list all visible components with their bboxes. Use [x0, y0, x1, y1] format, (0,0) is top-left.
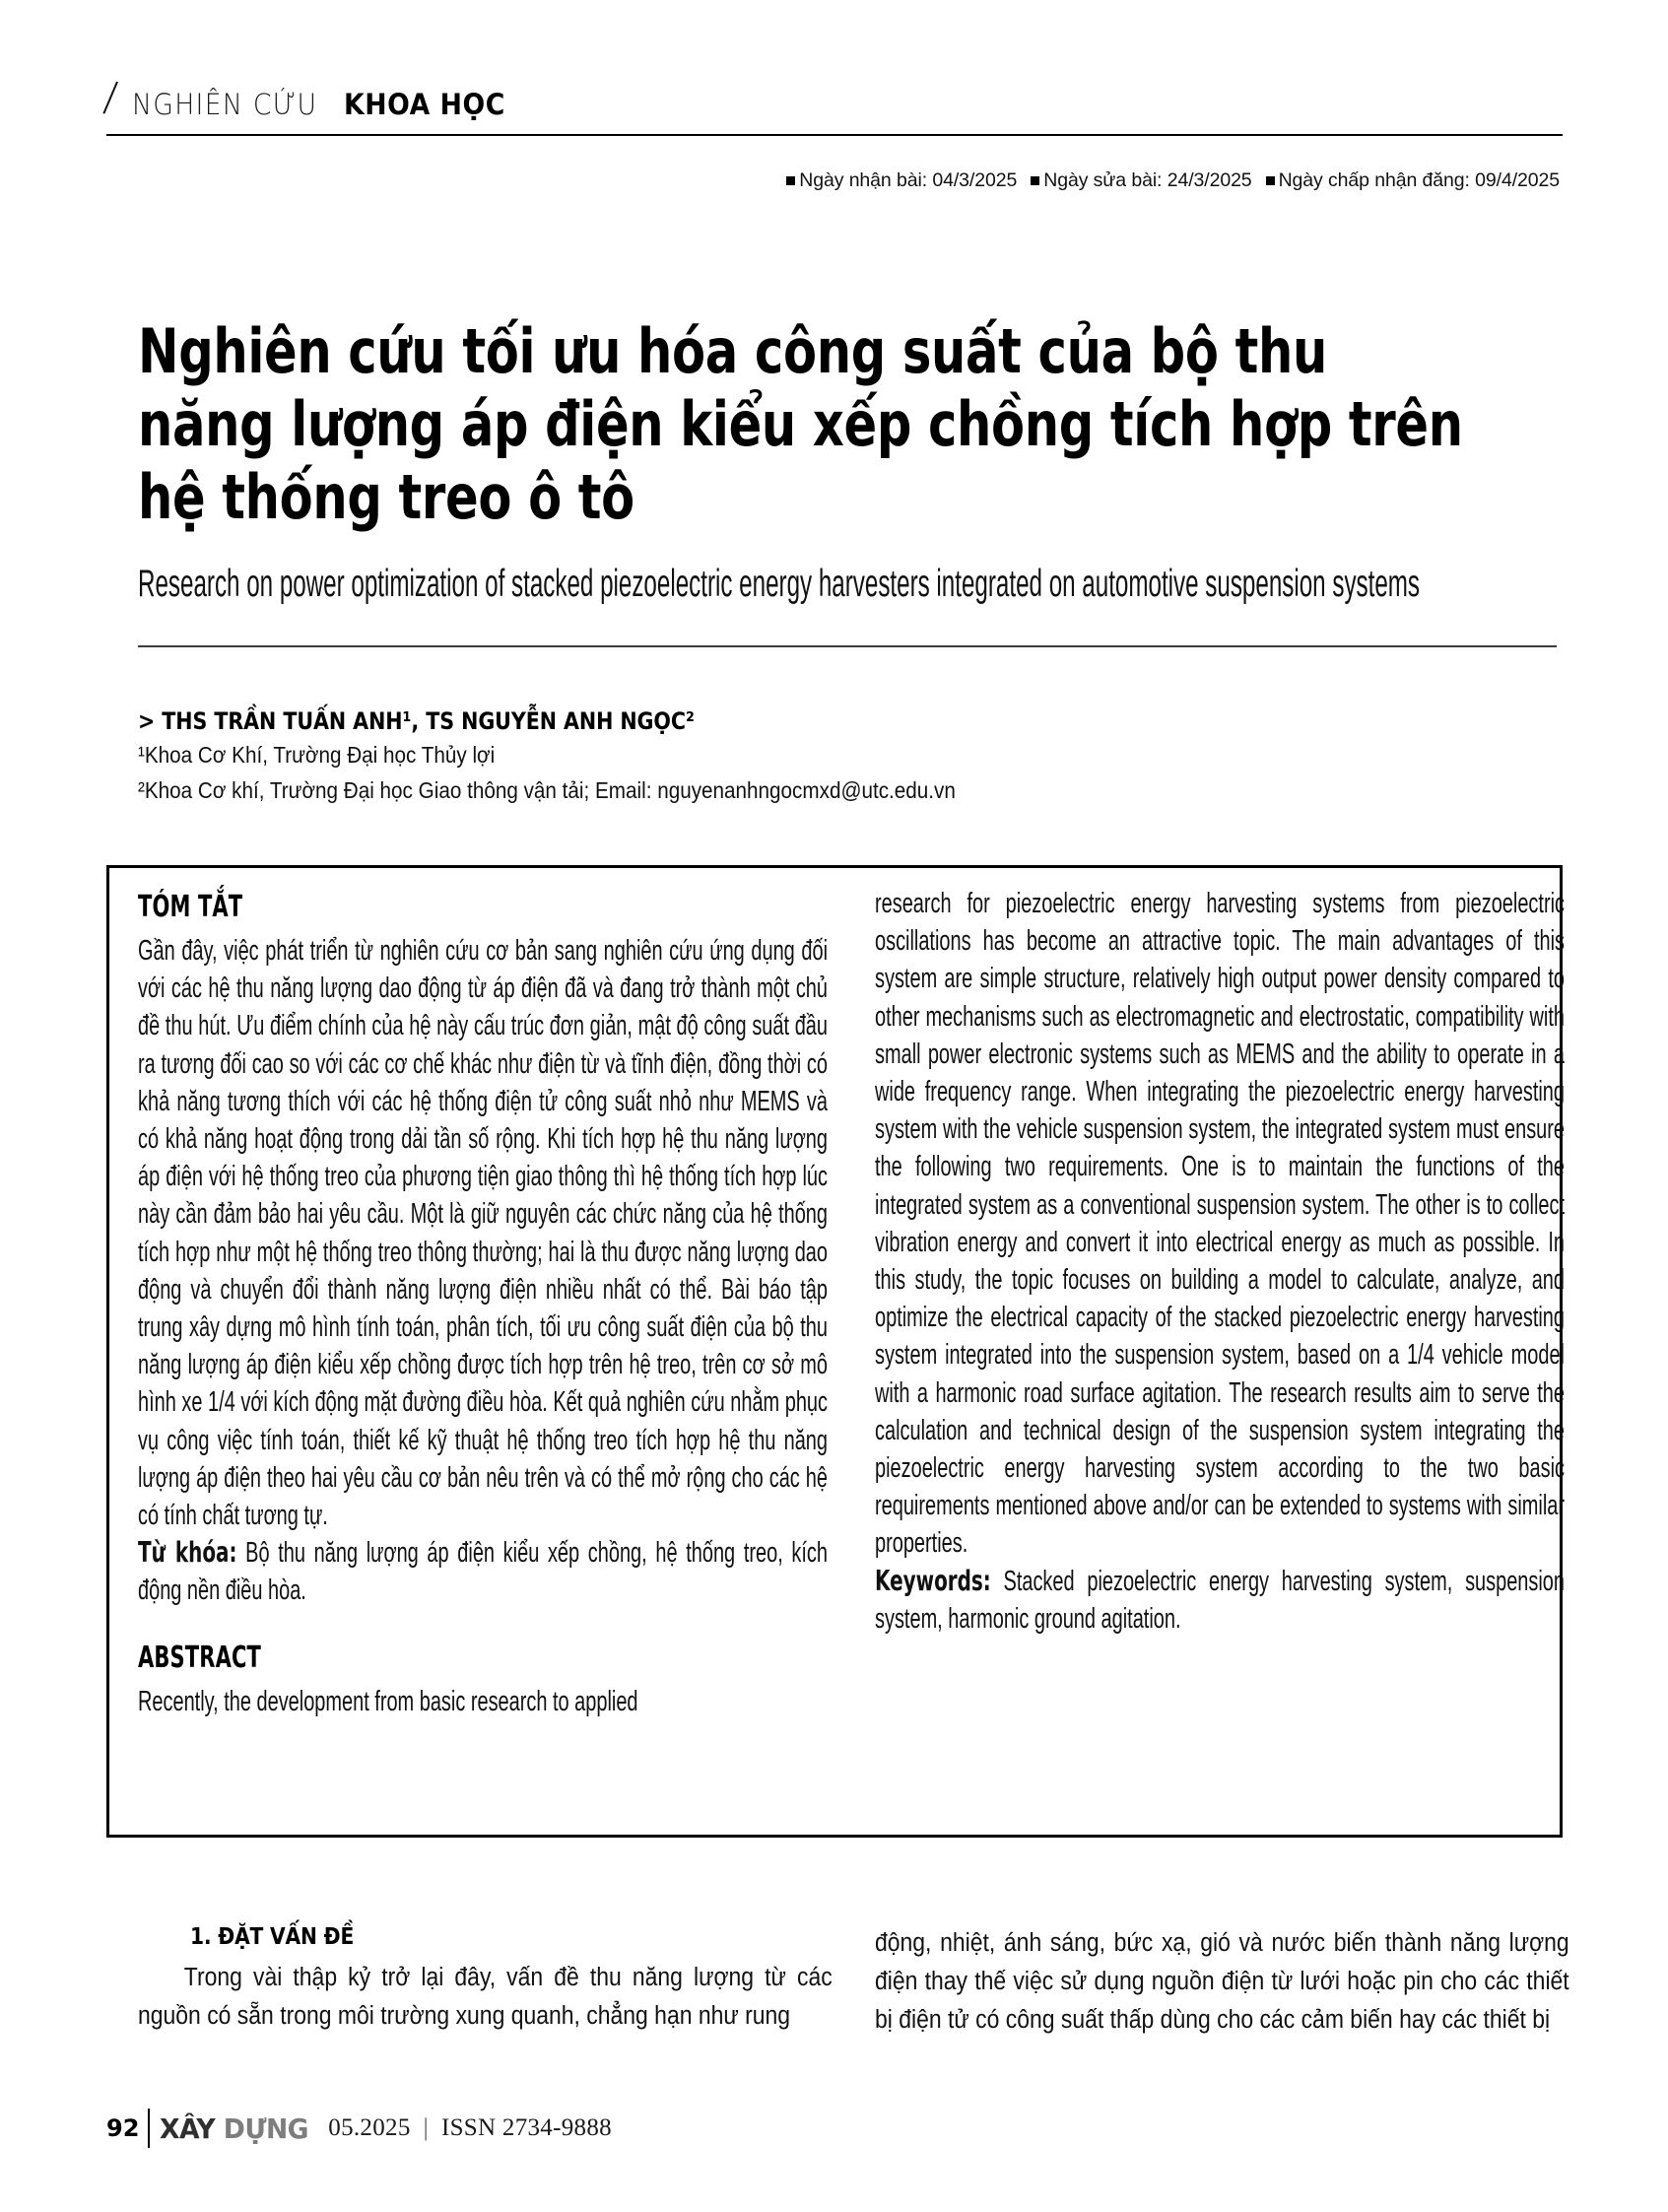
abstract-left-rule	[106, 865, 109, 1838]
bullet-square-icon	[1266, 176, 1275, 185]
footer-brand	[160, 2112, 308, 2145]
footer-divider	[148, 2109, 150, 2148]
keywords-label-en: Keywords:	[875, 1564, 991, 1597]
running-header-bold: KHOA HỌC	[343, 88, 505, 121]
header-divider	[106, 134, 1563, 136]
keywords-value-en: Stacked piezoelectric energy harvesting system, suspension system, harmonic ground agitation.	[875, 1565, 1565, 1635]
abstract-english-keywords	[875, 1563, 1565, 1638]
footer-brand-part2: DỰNG	[224, 2111, 309, 2145]
section-1-heading: 1. ĐẶT VẤN ĐỀ	[190, 1924, 355, 1950]
footer-separator: |	[423, 2114, 429, 2141]
keywords-value-vi: Bộ thu năng lượng áp điện kiểu xếp chồng, hệ thống treo, kích động nền điều hòa.	[138, 1537, 828, 1607]
revised-value: 24/3/2025	[1167, 169, 1252, 191]
received-value: 04/3/2025	[932, 169, 1018, 191]
author-affiliation-2: ²Khoa Cơ khí, Trường Đại học Giao thông vận tải; Email: nguyenanhngocmxd@utc.edu.vn	[138, 777, 956, 803]
footer-issn: ISSN 2734-9888	[440, 2114, 612, 2141]
abstract-vietnamese-body: Gần đây, việc phát triển từ nghiên cứu cơ bản sang nghiên cứu ứng dụng đối với các hệ thu năng lượng dao động từ áp điện đã và đang trở thành một chủ đề thu hút. Ưu điểm chính của hệ này cấu trúc đơn giản, mật độ công suất đầu ra tương đối cao so với các cơ chế khác như điện từ và tĩnh điện, đồng thời có khả năng tương thích với các hệ thống điện tử công suất nhỏ như MEMS và có khả năng hoạt động trong dải tần số rộng. Khi tích hợp hệ thu năng lượng áp điện với hệ thống treo của phương tiện giao thông thì hệ thống tích hợp lúc này cần đảm bảo hai yêu cầu. Một là giữ nguyên các chức năng của hệ thống tích hợp như một hệ thống treo thông thường; hai là thu được năng lượng dao động và chuyển đổi thành năng lượng điện nhiều nhất có thể. Bài báo tập trung xây dựng mô hình tính toán, phân tích, tối ưu công suất điện của bộ thu năng lượng áp điện kiểu xếp chồng được tích hợp trên hệ treo, trên cơ sở mô hình xe 1/4 với kích động mặt đường điều hòa. Kết quả nghiên cứu nhằm phục vụ công việc tính toán, thiết kế kỹ thuật hệ thống treo tích hợp hệ thu năng lượng áp điện theo hai yêu cầu cơ bản nêu trên và có thể mở rộng cho các hệ có tính chất tương tự.	[138, 935, 828, 1532]
section-1-right-column	[875, 1924, 1569, 2040]
running-header	[106, 81, 519, 121]
revised-label: Ngày sửa bài:	[1043, 169, 1163, 191]
running-header-light: NGHIÊN CỨU	[132, 88, 318, 121]
abstract-bottom-rule	[106, 1835, 1563, 1838]
abstract-english-body-start: Recently, the development from basic research to applied	[138, 1685, 638, 1717]
title-divider	[138, 645, 1557, 647]
slash-icon	[106, 81, 128, 114]
abstract-top-rule	[106, 865, 1563, 868]
author-names: > THS TRẦN TUẤN ANH¹, TS NGUYỄN ANH NGỌC²	[138, 707, 695, 735]
abstract-english-heading: ABSTRACT	[138, 1640, 261, 1675]
article-title-vietnamese: Nghiên cứu tối ưu hóa công suất của bộ thu năng lượng áp điện kiểu xếp chồng tích hợp trên hệ thống treo ô tô	[138, 314, 1463, 533]
abstract-vietnamese-heading: TÓM TẮT	[138, 890, 243, 924]
abstract-vietnamese-keywords	[138, 1534, 828, 1609]
section-1-right-text: động, nhiệt, ánh sáng, bức xạ, gió và nước biến thành năng lượng điện thay thế việc sử dụng nguồn điện từ lưới hoặc pin cho các thiết bị điện tử có công suất thấp dùng cho các cảm biến hay các thiết bị	[875, 1929, 1569, 2034]
footer-page-number: 92	[106, 2114, 140, 2142]
footer-brand-part1: XÂY	[160, 2111, 216, 2145]
page-footer	[106, 2109, 612, 2148]
section-1-left-column	[138, 1959, 833, 2036]
bullet-square-icon	[1031, 176, 1039, 185]
author-affiliation-1: ¹Khoa Cơ Khí, Trường Đại học Thủy lợi	[138, 742, 496, 768]
bullet-square-icon	[786, 176, 795, 185]
abstract-vietnamese-column	[138, 885, 828, 1720]
publication-dates	[786, 169, 1560, 192]
accepted-value: 09/4/2025	[1475, 169, 1560, 191]
received-label: Ngày nhận bài:	[799, 169, 928, 191]
author-block	[138, 707, 1320, 806]
footer-issue: 05.2025	[328, 2114, 411, 2141]
accepted-label: Ngày chấp nhận đăng:	[1278, 169, 1470, 191]
section-1-left-text: Trong vài thập kỷ trở lại đây, vấn đề thu năng lượng từ các nguồn có sẵn trong môi trường xung quanh, chẳng hạn như rung	[138, 1964, 833, 2030]
article-title-english: Research on power optimization of stacked piezoelectric energy harvesters integrated on automotive suspension systems	[138, 563, 1421, 606]
abstract-english-column	[875, 885, 1565, 1638]
keywords-label-vi: Từ khóa:	[138, 1536, 237, 1570]
abstract-english-body: research for piezoelectric energy harvesting systems from piezoelectric oscillations has become an attractive topic. The main advantages of this system are simple structure, relatively high output power density compared to other mechanisms such as electromagnetic and electrostatic, compatibility with small power electronic systems such as MEMS and the ability to operate in a wide frequency range. When integrating the piezoelectric energy harvesting system with the vehicle suspension system, the integrated system must ensure the following two requirements. One is to maintain the functions of the integrated system as a conventional suspension system. The other is to collect vibration energy and convert it into electrical energy as much as possible. In this study, the topic focuses on building a model to calculate, analyze, and optimize the electrical capacity of the stacked piezoelectric energy harvesting system integrated into the suspension system, based on a 1/4 vehicle model with a harmonic road surface agitation. The research results aim to serve the calculation and technical design of the suspension system integrating the piezoelectric energy harvesting system according to the two basic requirements mentioned above and/or can be extended to systems with similar properties.	[875, 888, 1565, 1560]
